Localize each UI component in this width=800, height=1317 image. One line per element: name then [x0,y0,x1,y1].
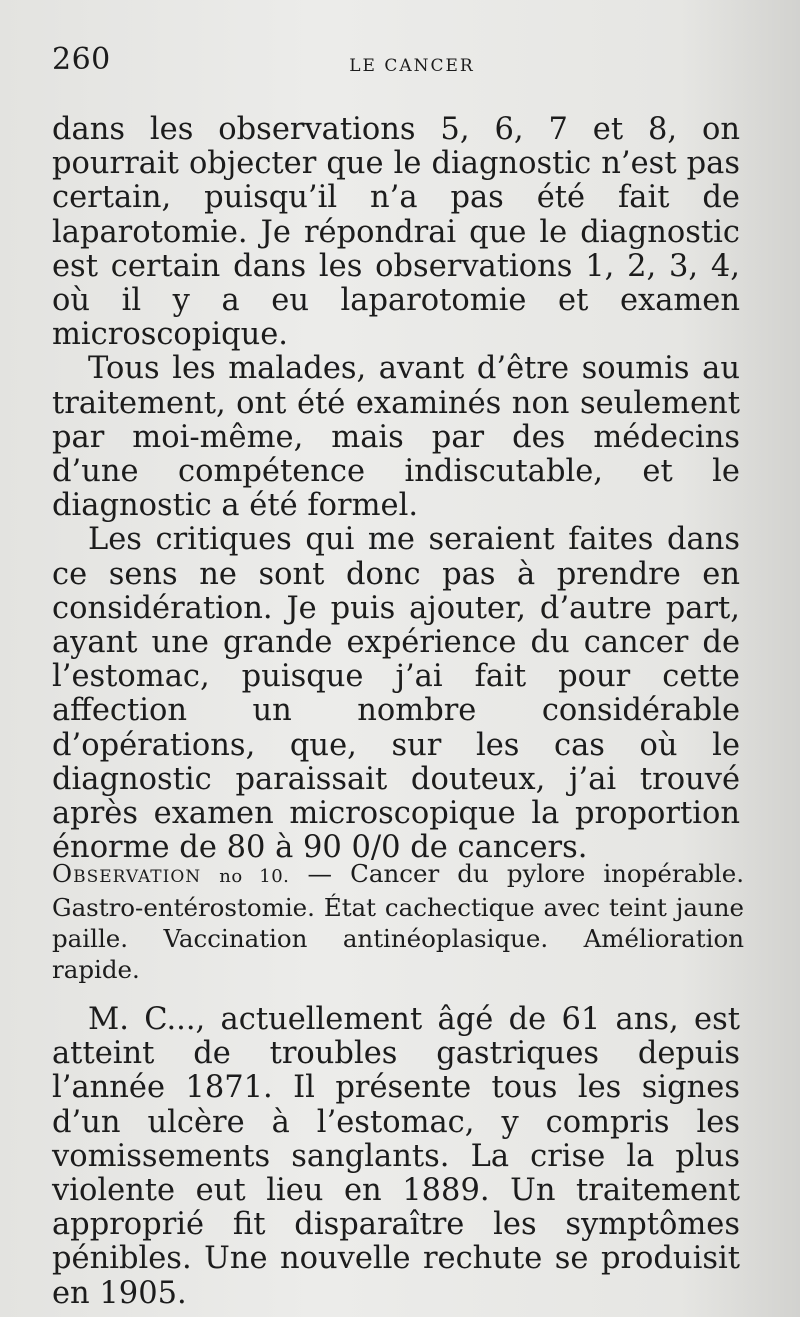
observation-heading [52,858,744,985]
observation-label: Observation [52,859,202,888]
paragraph: Tous les malades, avant d’être soumis au traitement, ont été examinés non seulement par moi-même, mais par des médecins d’une compétence indiscutable, et le diagnostic a été formel. [52,351,740,524]
observation-summary: — Cancer du pylore inopérable. Gastro-entérostomie. État cachectique avec teint jaune paille. Vaccination antinéoplasique. Amélioration rapide. [52,859,744,984]
observation-number: no 10. [219,866,290,887]
running-head [52,42,752,82]
case-text [52,1003,740,1311]
case-paragraph: M. C..., actuellement âgé de 61 ans, est atteint de troubles gastriques depuis l’année 1871. Il présente tous les signes d’un ulcère à l’estomac, y compris les vomissements sanglants. La crise la plus violente eut lieu en 1889. Un traitement approprié fit disparaître les symptômes pénibles. Une nouvelle rechute se produisit en 1905. [52,1002,740,1311]
paragraph: Les critiques qui me seraient faites dans ce sens ne sont donc pas à prendre en considération. Je puis ajouter, d’autre part, ayant une grande expérience du cancer de l’estomac, puisque j’ai fait pour cette affection un nombre considérable d’opérations, que, sur les cas où le diagnostic paraissait douteux, j’ai trouvé après examen microscopique la proportion énorme de 80 à 90 0/0 de cancers. [52,522,740,866]
main-text [52,113,740,865]
paragraph-continuation: dans les observations 5, 6, 7 et 8, on pourrait objecter que le diagnostic n’est pas certain, puisqu’il n’a pas été fait de laparotomie. Je répondrai que le diagnostic est certain dans les observations 1, 2, 3, 4, où il y a eu laparotomie et examen microscopique. [52,112,740,353]
running-title: LE CANCER [349,56,475,76]
page-number: 260 [52,42,111,77]
